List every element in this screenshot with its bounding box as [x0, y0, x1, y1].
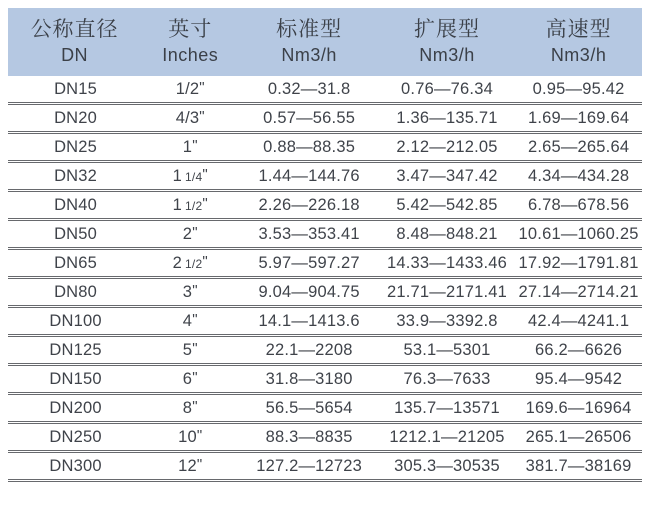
standard-range-cell: 88.3—8835 [239, 423, 378, 452]
inch-mark: " [196, 456, 203, 473]
header-extended-type-cn: 扩展型 [414, 18, 480, 41]
standard-range-cell: 127.2—12723 [239, 452, 378, 481]
header-nominal-diameter-cn: 公称直径 [30, 18, 119, 41]
header-high-speed-type-cn: 高速型 [545, 18, 612, 41]
header-inches-en: Inches [162, 45, 219, 65]
inches-whole: 6 [182, 370, 193, 388]
inch-mark: " [199, 108, 205, 125]
dn-cell: DN25 [8, 133, 141, 162]
high-speed-range-cell: 42.4—4241.1 [515, 307, 642, 336]
header-extended-type [379, 8, 515, 76]
table-row [8, 423, 642, 452]
dn-cell: DN300 [8, 452, 141, 481]
inches-fraction: 1/4 [185, 170, 203, 184]
high-speed-range-cell: 27.14—2714.21 [515, 278, 642, 307]
high-speed-range-cell: 381.7—38169 [515, 452, 642, 481]
extended-range-cell: 2.12—212.05 [379, 133, 515, 162]
table-row [8, 278, 642, 307]
extended-range-cell: 14.33—1433.46 [379, 249, 515, 278]
header-inches-cn: 英寸 [168, 18, 213, 41]
header-extended-type-unit: Nm3/h [419, 45, 475, 65]
standard-range-cell: 14.1—1413.6 [239, 307, 378, 336]
inches-whole: 10 [178, 428, 197, 446]
standard-range-cell: 1.44—144.76 [239, 162, 378, 191]
extended-range-cell: 53.1—5301 [379, 336, 515, 365]
table-row [8, 191, 642, 220]
high-speed-range-cell: 10.61—1060.25 [515, 220, 642, 249]
high-speed-range-cell: 4.34—434.28 [515, 162, 642, 191]
header-nominal-diameter [8, 8, 141, 76]
header-standard-type [239, 8, 378, 76]
table-row [8, 104, 642, 133]
dn-cell: DN40 [8, 191, 141, 220]
inches-whole: 8 [182, 399, 193, 417]
standard-range-cell: 0.88—88.35 [239, 133, 378, 162]
header-inches [141, 8, 239, 76]
extended-range-cell: 3.47—347.42 [379, 162, 515, 191]
standard-range-cell: 56.5—5654 [239, 394, 378, 423]
inches-whole: 1 [182, 138, 193, 156]
inch-mark: " [192, 340, 198, 357]
extended-range-cell: 135.7—13571 [379, 394, 515, 423]
inches-cell [141, 278, 239, 307]
dn-cell: DN50 [8, 220, 141, 249]
inch-mark: " [192, 398, 198, 415]
inches-whole: 4/3 [175, 109, 200, 127]
table-row [8, 394, 642, 423]
table-row [8, 452, 642, 481]
dn-cell: DN20 [8, 104, 141, 133]
extended-range-cell: 305.3—30535 [379, 452, 515, 481]
high-speed-range-cell: 95.4—9542 [515, 365, 642, 394]
inches-whole: 5 [182, 341, 193, 359]
inches-cell [141, 336, 239, 365]
high-speed-range-cell: 265.1—26506 [515, 423, 642, 452]
extended-range-cell: 1.36—135.71 [379, 104, 515, 133]
table-row [8, 307, 642, 336]
extended-range-cell: 21.71—2171.41 [379, 278, 515, 307]
header-standard-type-unit: Nm3/h [281, 45, 337, 65]
inches-cell [141, 365, 239, 394]
inches-cell [141, 220, 239, 249]
flow-capacity-table [8, 8, 642, 482]
inch-mark: " [192, 282, 198, 299]
standard-range-cell: 2.26—226.18 [239, 191, 378, 220]
inches-fraction: 1/2 [185, 257, 203, 271]
dn-cell: DN15 [8, 76, 141, 104]
table-row [8, 76, 642, 104]
dn-cell: DN250 [8, 423, 141, 452]
dn-cell: DN100 [8, 307, 141, 336]
table-body [8, 76, 642, 481]
inch-mark: " [192, 311, 198, 328]
high-speed-range-cell: 66.2—6626 [515, 336, 642, 365]
extended-range-cell: 8.48—848.21 [379, 220, 515, 249]
inch-mark: " [192, 137, 198, 154]
table-row [8, 220, 642, 249]
table-header [8, 8, 642, 76]
high-speed-range-cell: 6.78—678.56 [515, 191, 642, 220]
inches-cell [141, 452, 239, 481]
inch-mark: " [196, 427, 203, 444]
standard-range-cell: 5.97—597.27 [239, 249, 378, 278]
table-row [8, 249, 642, 278]
dn-cell: DN150 [8, 365, 141, 394]
inches-whole: 1 [172, 167, 183, 185]
inch-mark: " [192, 369, 198, 386]
extended-range-cell: 76.3—7633 [379, 365, 515, 394]
inches-cell [141, 76, 239, 104]
extended-range-cell: 33.9—3392.8 [379, 307, 515, 336]
high-speed-range-cell: 1.69—169.64 [515, 104, 642, 133]
inch-mark: " [199, 79, 205, 96]
dn-cell: DN200 [8, 394, 141, 423]
table-row [8, 365, 642, 394]
header-standard-type-cn: 标准型 [276, 18, 343, 41]
high-speed-range-cell: 0.95—95.42 [515, 76, 642, 104]
dn-cell: DN80 [8, 278, 141, 307]
inches-whole: 1/2 [175, 80, 200, 98]
inch-mark: " [202, 253, 208, 270]
extended-range-cell: 0.76—76.34 [379, 76, 515, 104]
standard-range-cell: 22.1—2208 [239, 336, 378, 365]
header-row [8, 8, 642, 76]
inches-cell [141, 104, 239, 133]
inches-cell [141, 191, 239, 220]
inch-mark: " [202, 166, 208, 183]
standard-range-cell: 0.57—56.55 [239, 104, 378, 133]
standard-range-cell: 9.04—904.75 [239, 278, 378, 307]
high-speed-range-cell: 2.65—265.64 [515, 133, 642, 162]
inches-cell [141, 423, 239, 452]
header-nominal-diameter-en: DN [61, 45, 89, 65]
high-speed-range-cell: 169.6—16964 [515, 394, 642, 423]
table-row [8, 336, 642, 365]
standard-range-cell: 31.8—3180 [239, 365, 378, 394]
table-row [8, 162, 642, 191]
inches-fraction: 1/2 [185, 199, 203, 213]
inches-cell [141, 162, 239, 191]
standard-range-cell: 0.32—31.8 [239, 76, 378, 104]
inches-whole: 2 [182, 225, 193, 243]
inches-cell [141, 249, 239, 278]
inches-cell [141, 133, 239, 162]
table-row [8, 133, 642, 162]
high-speed-range-cell: 17.92—1791.81 [515, 249, 642, 278]
inches-cell [141, 394, 239, 423]
extended-range-cell: 1212.1—21205 [379, 423, 515, 452]
inches-whole: 12 [178, 457, 197, 475]
header-high-speed-type [515, 8, 642, 76]
inches-cell [141, 307, 239, 336]
standard-range-cell: 3.53—353.41 [239, 220, 378, 249]
inch-mark: " [202, 195, 208, 212]
dn-cell: DN125 [8, 336, 141, 365]
dn-cell: DN32 [8, 162, 141, 191]
inches-whole: 2 [172, 254, 183, 272]
inches-whole: 4 [182, 312, 193, 330]
inches-whole: 1 [172, 196, 183, 214]
extended-range-cell: 5.42—542.85 [379, 191, 515, 220]
inch-mark: " [192, 224, 198, 241]
inches-whole: 3 [182, 283, 193, 301]
header-high-speed-type-unit: Nm3/h [550, 45, 607, 65]
dn-cell: DN65 [8, 249, 141, 278]
flow-capacity-datasheet [8, 8, 642, 502]
